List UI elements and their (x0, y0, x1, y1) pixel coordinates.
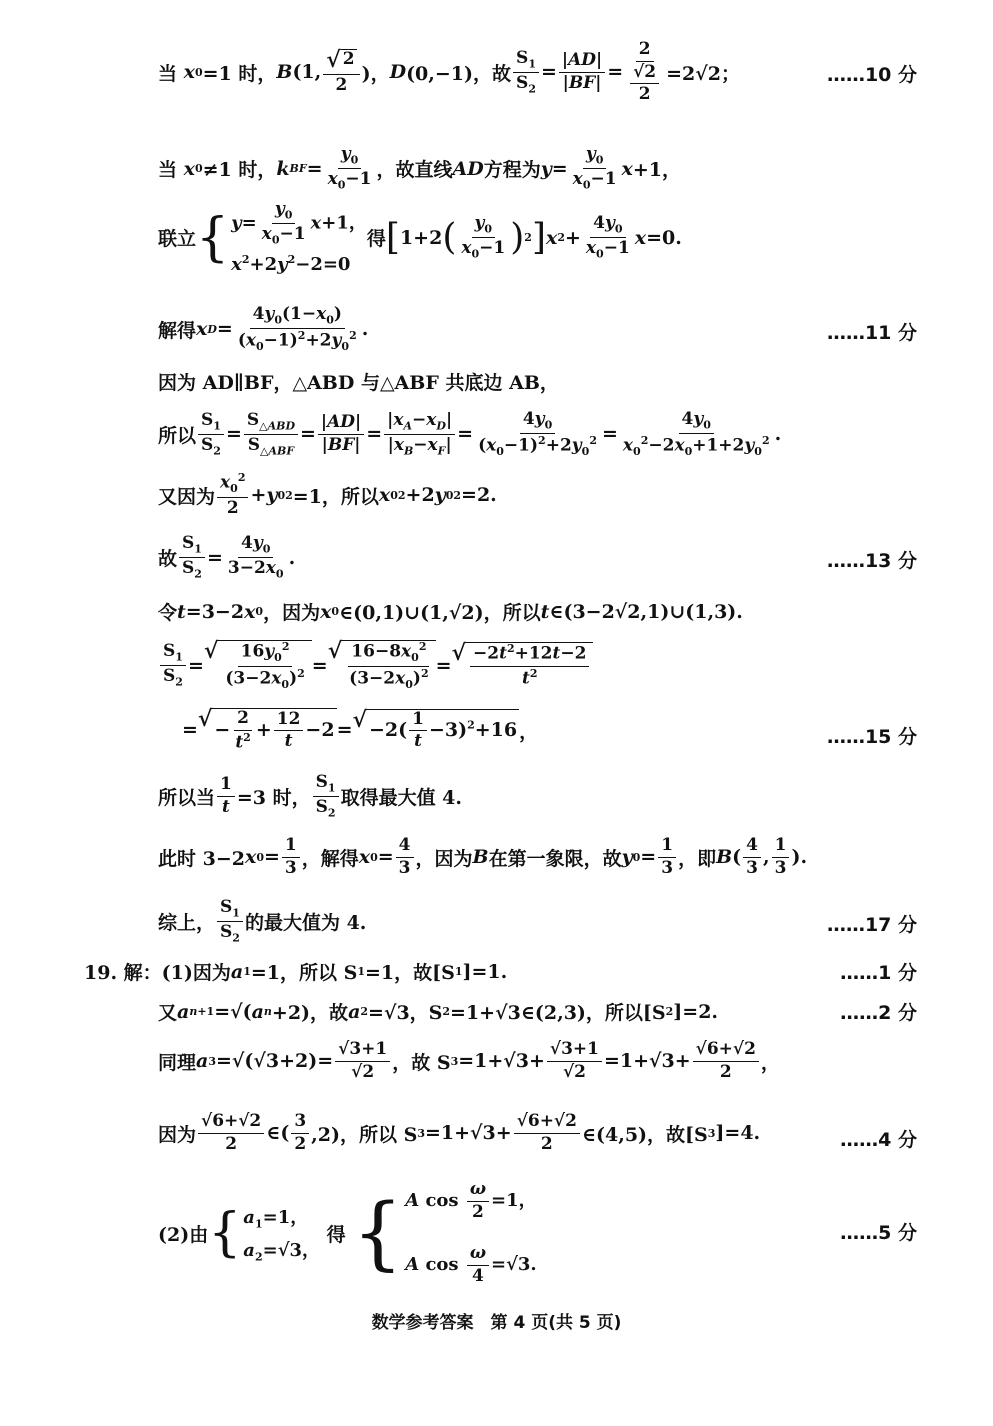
page-footer: 数学参考答案 第 4 页(共 5 页) (371, 1313, 622, 1333)
solution-line-4: 解得 x D = $\frac{4y_0(1-x_0)}{(x_0-1)^2+2y_0^2}$ . (158, 304, 369, 354)
solution-line-3: 联立 { y= $\frac{y_0}{x_0-1}$ x+1， $x^2+2y^2-2=0$ 得 [ 1+2 ( $\frac{y_0}{x_0-1}$ ) 2 ] x 2 + $\frac{4y_0}{x_0-1}$ x =0. (158, 199, 682, 276)
score-label: ……5 分 (840, 1222, 917, 1244)
score-label: ……2 分 (840, 1002, 917, 1024)
score-label: ……13 分 (826, 550, 917, 572)
solution-line-11: = √ − $\frac{2}{t^2}$ + $\frac{12}{t}$ −2 = √ −2( $\frac{1}{t}$ −3)$^2$+16 ， (182, 706, 539, 753)
solution-line-10: $\frac{S_1}{S_2}$ = √ $\frac{16y_0^2}{(3-2x_0)^2}$ = √ $\frac{16-8x_0^2}{(3-2x_0)^2}$ = √ $\frac{-2t^2+12t-2}{t^2}$ (158, 640, 923, 691)
score-label: ……15 分 (826, 726, 917, 748)
score-label: ……11 分 (826, 322, 917, 344)
solution-line-2: 当 x 0 ≠1 时， k BF = $\frac{y_0}{x_0-1}$ ，故直线 AD 方程为 y = $\frac{y_0}{x_0-1}$ x +1， (158, 144, 682, 192)
solution-line-14: 综上， $\frac{S_1}{S_2}$ 的最大值为 4. (158, 897, 367, 945)
solution-line-7: 又因为 $\frac{x_0^2}{2}$ + y 0 2 =1，所以 x 0 2 +2 y 0 2 =2. (158, 471, 497, 518)
solution-line-19: (2)由 { $a_1=1$， $a_2=√3$， 得 { A cos $\frac{\omega}{2}$ =1， A cos $\frac{\omega}{4}$ =√3. (158, 1179, 537, 1286)
score-label: ……17 分 (826, 914, 917, 936)
solution-line-9: 令 t =3−2 x 0 ，因为 x 0 ∈(0,1)∪(1,√2)，所以 t ∈(3−2√2,1)∪(1,3). (158, 600, 743, 624)
solution-line-15: 19. 解：(1)因为 a 1 =1，所以 S 1 =1，故[S 1 ]=1. (84, 960, 508, 984)
solution-line-12: 所以当 $\frac{1}{t}$ =3 时， $\frac{S_1}{S_2}$ 取得最大值 4. (158, 772, 463, 820)
score-label: ……1 分 (840, 962, 917, 984)
solution-line-8: 故 $\frac{S_1}{S_2}$ = $\frac{4y_0}{3-2x_0}$ . (158, 533, 296, 581)
score-label: ……4 分 (840, 1129, 917, 1151)
solution-line-5: 因为 AD∥BF，△ABD 与△ABF 共底边 AB， (158, 372, 559, 394)
solution-line-17: 同理 a 3 =√(√3+2)= $\frac{√3+1}{√2}$ ，故 S 3 =1+√3+ $\frac{√3+1}{√2}$ =1+√3+ $\frac{√6+√2}{2}$ ， (158, 1039, 780, 1082)
solution-line-6: 所以 $\frac{S_1}{S_2}$ = $\frac{S_{\triangle ABD}}{S_{\triangle ABF}}$ = $\frac{|AD|}{|BF|}$ = $\frac{|x_A-x_D|}{|x_B-x_F|}$ = $\frac{4y_0}{(x_0-1)^2+2y_0^2}$ = $\frac{4y_0}{x_0^2-2x_0+1+2y_0^2}$ . (158, 409, 782, 459)
solution-line-16: 又 a n+1 =√( a n +2)，故 a 2 =√3，S 2 =1+√3∈(2,3)，所以[S 2 ]=2. (158, 1000, 719, 1024)
score-label: ……10 分 (826, 64, 917, 86)
solution-line-1: 当 x 0 =1 时， B (1, √ 2 2 )， D (0,−1)，故 $\frac{S_1}{S_2}$ = $\frac{|AD|}{|BF|}$ = $\frac{2}{\frac{√2}{2}}$ =2√2； (158, 39, 740, 105)
solution-line-18: 因为 $\frac{√6+√2}{2}$ ∈( $\frac{3}{2}$ ,2)，所以 S 3 =1+√3+ $\frac{√6+√2}{2}$ ∈(4,5)，故[S 3 ]=4. (158, 1111, 761, 1154)
solution-line-13: 此时 3−2 x 0 = $\frac{1}{3}$ ，解得 x 0 = $\frac{4}{3}$ ，因为 B 在第一象限，故 y 0 = $\frac{1}{3}$ ，即 B ( $\frac{4}{3}$ , $\frac{1}{3}$ ). (158, 835, 808, 878)
